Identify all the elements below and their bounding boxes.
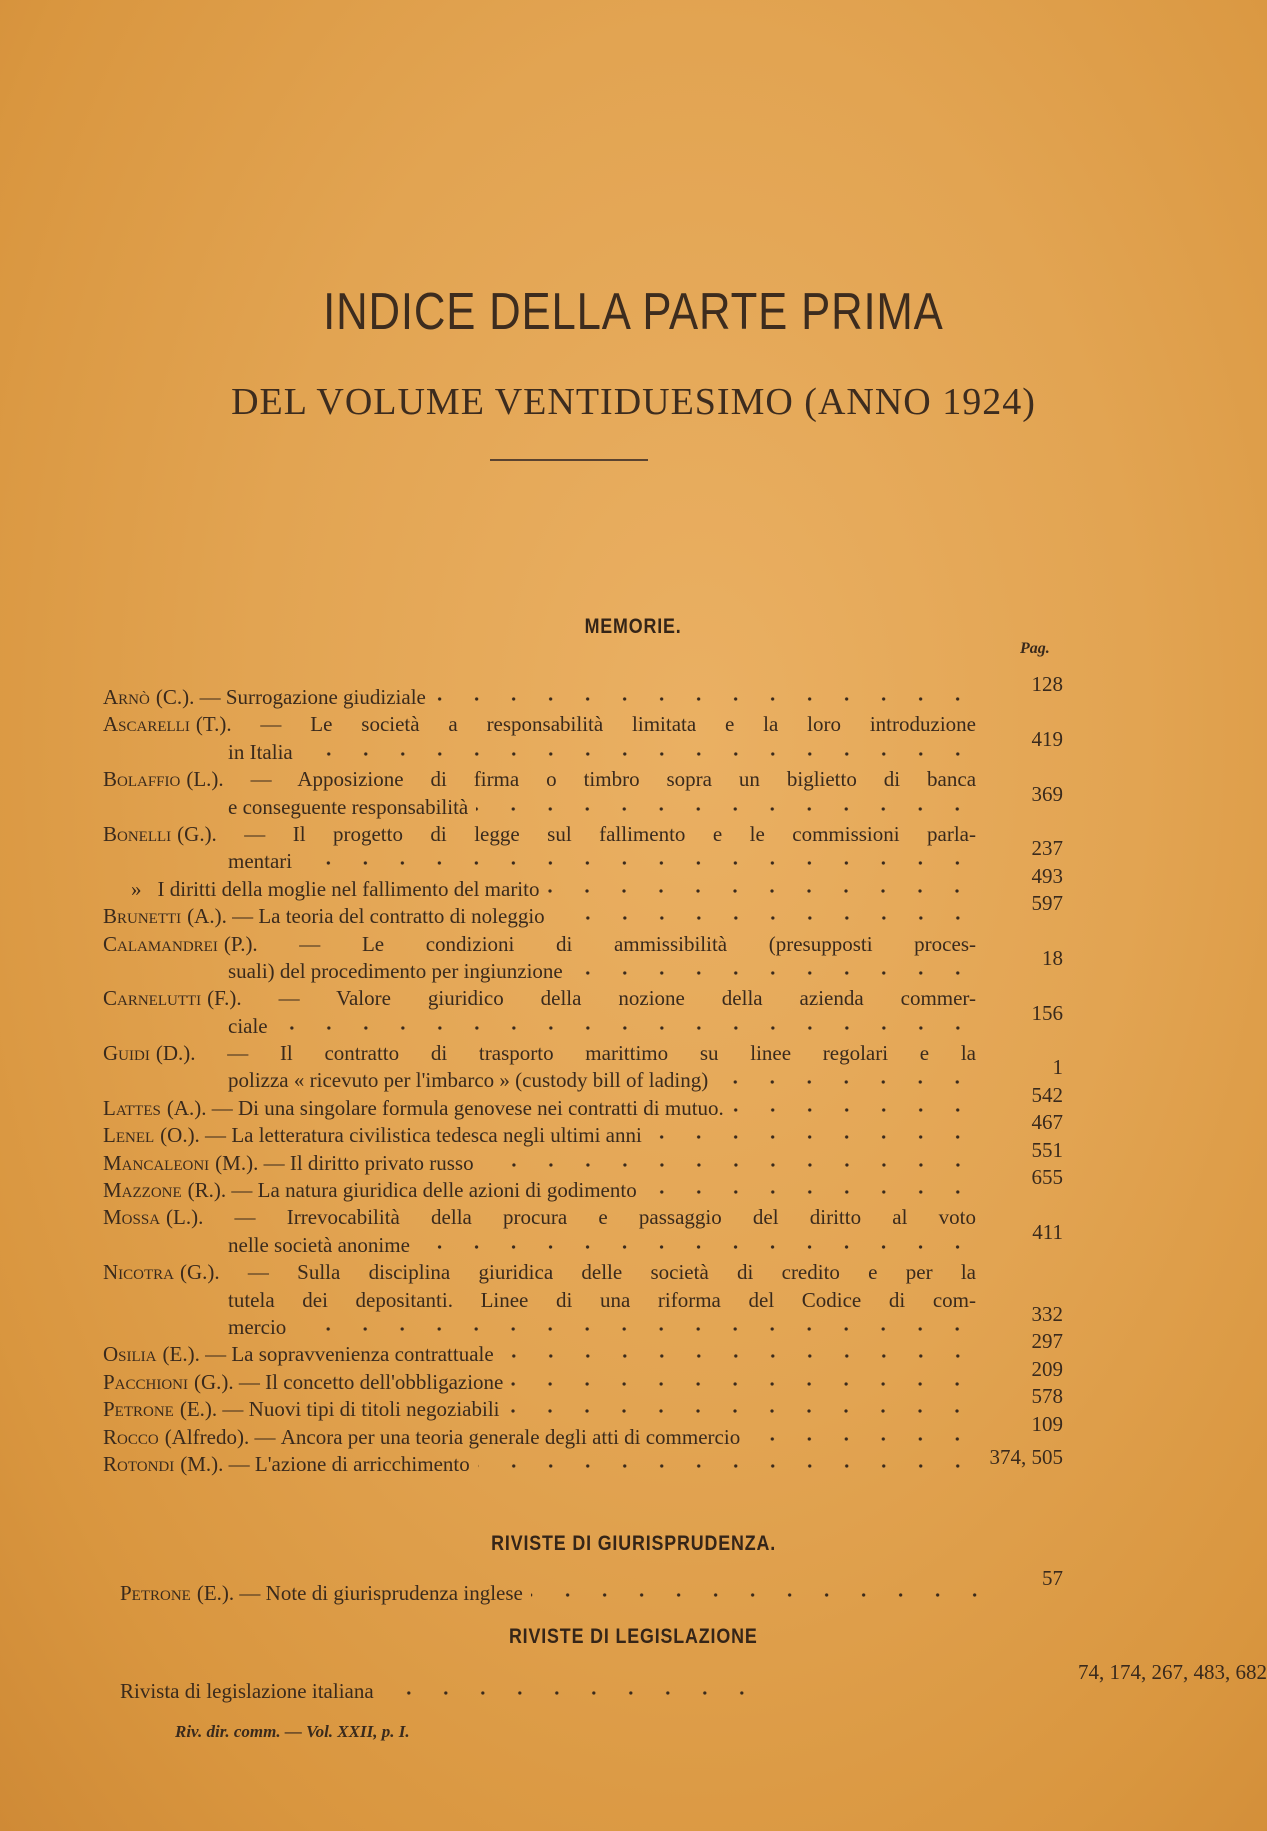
index-entry xyxy=(103,985,1063,1040)
entry-author: Bonelli xyxy=(103,821,172,846)
entry-author: Brunetti xyxy=(103,904,182,929)
entry-pages: 419 xyxy=(1031,726,1063,751)
section-heading-memorie-text: MEMORIE. xyxy=(584,615,683,638)
dot-leader xyxy=(502,1351,976,1361)
dot-leader xyxy=(478,1461,976,1471)
index-entry xyxy=(103,931,1063,986)
dot-leader xyxy=(716,1077,976,1087)
entry-author: Calamandrei xyxy=(103,931,218,956)
dot-leader xyxy=(276,1023,976,1033)
entry-title-line: La letteratura civilistica tedesca negli ultimi anni xyxy=(231,1123,642,1148)
entry-line xyxy=(103,1013,976,1040)
entry-pages: 332 xyxy=(1031,1302,1063,1326)
dot-leader xyxy=(732,1105,976,1115)
dot-leader xyxy=(645,1187,976,1197)
entry-initials: (P.). — xyxy=(223,931,362,956)
entry-line xyxy=(103,985,976,1012)
entry-author: Guidi xyxy=(103,1041,150,1066)
page-column-label: Pag. xyxy=(1020,640,1050,657)
index-entry xyxy=(103,1165,1063,1204)
legislazione-entry xyxy=(120,1678,760,1705)
entry-author: Petrone xyxy=(120,1581,191,1605)
section-heading-legislazione-text: RIVISTE DI LEGISLAZIONE xyxy=(509,1625,758,1648)
entry-pages: 551 xyxy=(1031,1137,1063,1162)
entry-title-line: Le società a responsabilità limitata e la loro introduzione xyxy=(310,712,976,737)
entry-initials: (L.). — xyxy=(166,1205,287,1230)
entry-title-line: Il diritto privato russo xyxy=(289,1150,474,1175)
entry-title-line: Il contratto di trasporto marittimo su linee regolari e la xyxy=(279,1041,976,1066)
entry-title-line: in Italia xyxy=(228,739,293,764)
entry-author: Rotondi xyxy=(103,1451,175,1476)
entry-title-line: mercio xyxy=(228,1314,287,1339)
entry-author: Bolaffio xyxy=(103,767,181,792)
index-entry xyxy=(103,1137,1063,1177)
dot-leader xyxy=(748,1434,976,1444)
entry-title-line: suali) del procedimento per ingiunzione xyxy=(228,958,563,983)
index-entry xyxy=(103,1259,1063,1341)
entry-title-line: La teoria del contratto di noleggio xyxy=(258,904,545,929)
section-heading-legislazione xyxy=(0,1625,1267,1649)
entry-line xyxy=(103,766,976,793)
index-entry xyxy=(103,1384,1063,1423)
entry-title: Note di giurisprudenza inglese xyxy=(265,1581,523,1605)
entry-title-line: ciale xyxy=(228,1013,268,1038)
entry-author: Carnelutti xyxy=(103,986,202,1011)
entry-initials: (G.). — xyxy=(180,1260,298,1285)
entry-pages: 411 xyxy=(1032,1219,1063,1244)
dot-leader xyxy=(418,1242,976,1252)
entry-title-line: Di una singolare formula genovese nei contratti di mutuo. xyxy=(237,1095,724,1120)
dot-leader xyxy=(301,749,976,759)
entry-title-line: I diritti della moglie nel fallimento del marito xyxy=(157,876,540,901)
entry-pages: 109 xyxy=(1031,1411,1063,1436)
entry-author: Petrone xyxy=(103,1397,174,1422)
dot-leader xyxy=(476,804,976,814)
entry-pages: 542 xyxy=(1031,1082,1063,1107)
entry-title-line: Apposizione di firma o timbro sopra un biglietto di banca xyxy=(297,767,976,792)
dot-leader xyxy=(531,1590,993,1600)
entry-author: » xyxy=(131,876,142,901)
entry-author: Mancaleoni xyxy=(103,1150,210,1175)
giurisprudenza-entry xyxy=(120,1566,1063,1607)
entry-pages: 1 xyxy=(1052,1055,1063,1080)
index-entry xyxy=(103,766,1063,821)
entry-title-line: Nuovi tipi di titoli negoziabili xyxy=(248,1397,500,1422)
index-entry xyxy=(103,1110,1063,1149)
entry-initials: (E.). — xyxy=(162,1342,232,1367)
page-title-text: INDICE DELLA PARTE PRIMA xyxy=(323,283,944,341)
index-entry xyxy=(103,711,1063,766)
entry-initials: (E.). — xyxy=(179,1397,249,1422)
entry-line xyxy=(103,1122,976,1149)
entry-author: Mazzone xyxy=(103,1178,182,1203)
entry-pages: 493 xyxy=(1031,863,1063,888)
index-entry xyxy=(103,1329,1063,1368)
entry-author: Osilia xyxy=(103,1342,157,1367)
entry-initials: (T.). — xyxy=(195,712,311,737)
entry-pages: 128 xyxy=(1031,672,1063,696)
entry-title-line: e conseguente responsabilità xyxy=(228,794,469,819)
entry-initials: (M.). — xyxy=(215,1150,290,1175)
index-entry xyxy=(103,863,1063,903)
index-entry xyxy=(103,891,1063,930)
entry-title-line: L'azione di arricchimento xyxy=(254,1451,470,1476)
dot-leader xyxy=(300,858,976,868)
entry-title-line: La sopravvenienza contrattuale xyxy=(231,1342,494,1367)
index-entry xyxy=(103,1082,1063,1122)
entry-initials: (L.). — xyxy=(186,767,298,792)
legislazione-pages: 74, 174, 267, 483, 682 xyxy=(1078,1660,1267,1684)
dot-leader xyxy=(507,1406,976,1416)
section-heading-giurisprudenza xyxy=(0,1532,1267,1556)
entry-title-line: Il progetto di legge sul fallimento e le commissioni parla- xyxy=(292,821,976,846)
dot-leader xyxy=(547,886,976,896)
entry-pages: 209 xyxy=(1031,1356,1063,1381)
entry-line xyxy=(103,794,976,821)
entry-title: Rivista di legislazione italiana xyxy=(120,1679,374,1703)
entry-initials: (A.). — xyxy=(187,904,259,929)
entry-line xyxy=(103,821,976,848)
entry-pages: 18 xyxy=(1042,945,1063,970)
index-entry xyxy=(103,1040,1063,1095)
entry-initials: (O.). — xyxy=(160,1123,232,1148)
entry-line xyxy=(103,1067,976,1094)
entry-line xyxy=(103,958,976,985)
entry-author: Rocco xyxy=(103,1424,159,1449)
index-entry xyxy=(103,1204,1063,1259)
entry-line xyxy=(103,931,976,958)
entry-line xyxy=(103,739,976,766)
entry-line xyxy=(103,1259,976,1286)
entry-line xyxy=(103,1314,976,1341)
title-divider xyxy=(490,459,648,461)
entry-title-line: Valore giuridico della nozione della azienda commer- xyxy=(336,986,976,1011)
entry-title-line: polizza « ricevuto per l'imbarco » (custody bill of lading) xyxy=(228,1068,709,1093)
entry-title-line: Surrogazione giudiziale xyxy=(225,685,426,709)
entry-line xyxy=(103,1424,976,1451)
section-heading-giurisprudenza-text: RIVISTE DI GIURISPRUDENZA. xyxy=(491,1532,776,1555)
entry-pages: 297 xyxy=(1031,1329,1063,1354)
entry-line xyxy=(103,1287,976,1314)
dot-leader xyxy=(650,1132,976,1142)
entry-initials: (M.). — xyxy=(180,1451,255,1476)
entry-line xyxy=(103,903,976,930)
entry-author: Arnò xyxy=(103,685,150,709)
entry-pages: 578 xyxy=(1031,1384,1063,1409)
entry-author: Ascarelli xyxy=(103,712,190,737)
entry-initials: (G.). — xyxy=(177,821,293,846)
entry-initials: (G.). — xyxy=(194,1369,266,1394)
index-entry xyxy=(103,1411,1063,1451)
entry-line xyxy=(103,848,976,875)
entry-pages: 369 xyxy=(1031,781,1063,806)
dot-leader xyxy=(434,694,976,704)
page-footer: Riv. dir. comm. — Vol. XXII, p. I. xyxy=(175,1722,410,1741)
entry-line xyxy=(103,1204,976,1231)
entry-initials: (F.). — xyxy=(207,986,337,1011)
entry-initials: (Alfredo). — xyxy=(164,1424,281,1449)
index-entry xyxy=(103,1444,1063,1478)
entry-line xyxy=(103,1232,976,1259)
entry-title-line: Ancora per una teoria generale degli atti di commercio xyxy=(280,1424,741,1449)
entry-line xyxy=(103,1040,976,1067)
index-entry xyxy=(103,821,1063,876)
entry-pages: 655 xyxy=(1031,1165,1063,1190)
index-entry xyxy=(103,1356,1063,1396)
dot-leader xyxy=(553,913,976,923)
entry-initials: (R.). — xyxy=(187,1178,258,1203)
entry-author: Pacchioni xyxy=(103,1369,189,1394)
dot-leader xyxy=(382,1688,760,1698)
entry-title-line: mentari xyxy=(228,849,293,874)
page-title xyxy=(0,282,1267,342)
entry-line xyxy=(103,1451,976,1478)
entry-initials: (D.). — xyxy=(155,1041,280,1066)
entry-author: Lenel xyxy=(103,1123,155,1148)
entry-title-line: Le condizioni di ammissibilità (presupposti proces- xyxy=(361,931,976,956)
entry-pages: 57 xyxy=(1042,1566,1063,1590)
entry-title-line: tutela dei depositanti. Linee di una riforma del Codice di com- xyxy=(228,1287,976,1312)
entry-author: Lattes xyxy=(103,1095,161,1120)
entry-line xyxy=(103,1177,976,1204)
index-entry xyxy=(103,672,1063,711)
entry-author: Mossa xyxy=(103,1205,161,1230)
entry-initials: (C.). — xyxy=(155,685,226,709)
entry-line xyxy=(103,711,976,738)
entry-title-line: La natura giuridica delle azioni di godimento xyxy=(257,1178,637,1203)
entry-title-line: nelle società anonime xyxy=(228,1232,410,1257)
dot-leader xyxy=(511,1379,976,1389)
entry-initials: (E.). — xyxy=(196,1581,266,1605)
entry-pages: 597 xyxy=(1031,891,1063,916)
dot-leader xyxy=(571,968,976,978)
section-heading-memorie xyxy=(0,615,1267,639)
entry-pages: 467 xyxy=(1031,1110,1063,1135)
entry-line xyxy=(103,1095,976,1122)
dot-leader xyxy=(482,1160,976,1170)
entry-pages: 156 xyxy=(1031,1000,1063,1025)
entry-initials: (A.). — xyxy=(166,1095,238,1120)
dot-leader xyxy=(294,1324,976,1334)
memorie-list xyxy=(103,672,1063,1478)
entry-title-line: Sulla disciplina giuridica delle società di credito e per la xyxy=(297,1260,976,1285)
page-subtitle: DEL VOLUME VENTIDUESIMO (ANNO 1924) xyxy=(231,381,1036,423)
entry-line xyxy=(103,684,976,711)
entry-title-line: Irrevocabilità della procura e passaggio del diritto al voto xyxy=(286,1205,976,1230)
entry-line xyxy=(103,876,976,903)
entry-pages: 237 xyxy=(1031,836,1063,861)
entry-pages: 374, 505 xyxy=(989,1444,1063,1469)
entry-line xyxy=(103,1369,976,1396)
entry-author: Nicotra xyxy=(103,1260,174,1285)
entry-line xyxy=(103,1341,976,1368)
entry-line xyxy=(103,1150,976,1177)
entry-line xyxy=(103,1396,976,1423)
entry-title-line: Il concetto dell'obbligazione xyxy=(265,1369,504,1394)
